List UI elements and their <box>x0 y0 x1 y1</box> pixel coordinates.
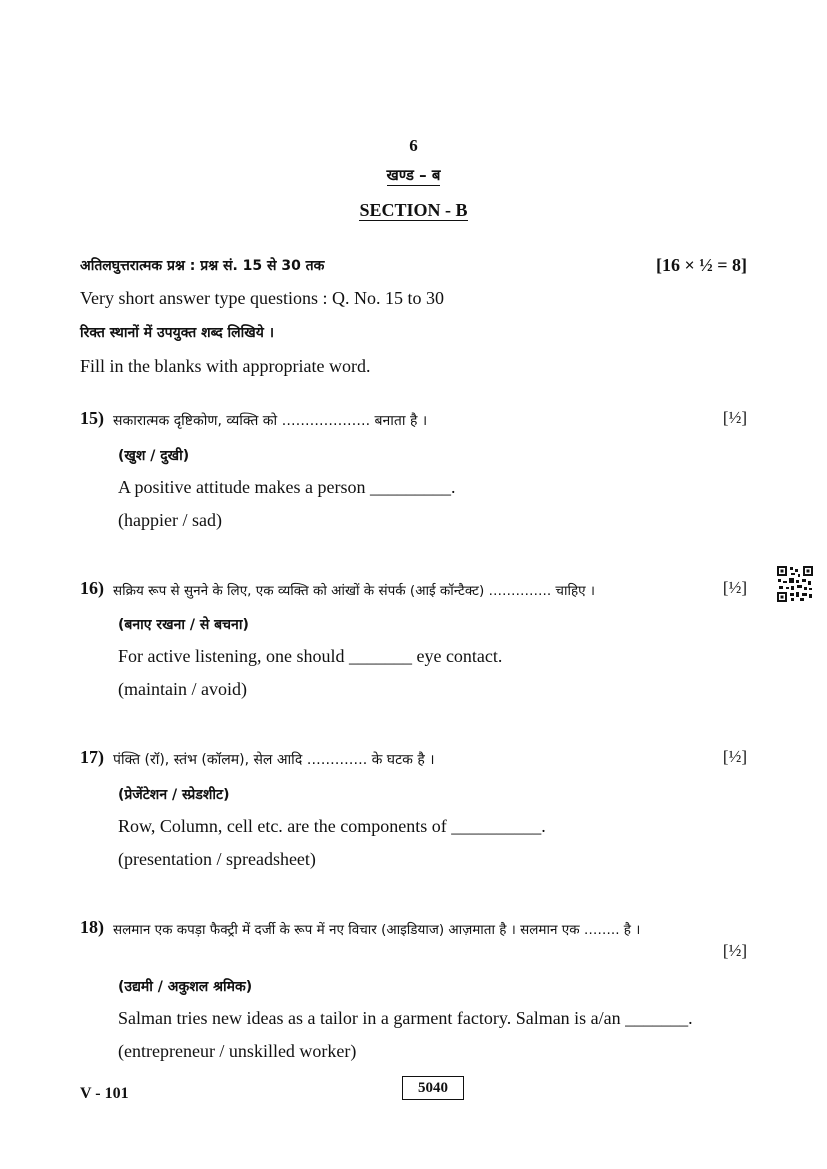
total-marks: [16 × ½ = 8] <box>655 255 747 275</box>
options-hindi: (बनाए रखना / से बचना) <box>118 617 249 633</box>
question-hindi: पंक्ति (रॉ), स्तंभ (कॉलम), सेल आदि …………. के घटक है । <box>113 752 435 768</box>
question-hindi: सक्रिय रूप से सुनने के लिए, एक व्यक्ति को आंखों के संपर्क (आई कॉन्टैक्ट) ………….. चाहिए । <box>113 583 596 599</box>
options-hindi: (खुश / दुखी) <box>118 448 190 464</box>
question-marks: [½] <box>722 578 747 597</box>
question-english: Salman tries new ideas as a tailor in a garment factory. Salman is a/an _______. <box>118 1008 693 1028</box>
instruction-english: Fill in the blanks with appropriate word. <box>80 356 371 376</box>
question-marks: [½] <box>722 941 747 960</box>
question-english: A positive attitude makes a person _________. <box>118 477 456 497</box>
page-number: 6 <box>409 136 418 155</box>
intro-english: Very short answer type questions : Q. No. 15 to 30 <box>80 288 444 308</box>
question-number: 16) <box>80 578 104 598</box>
intro-hindi: अतिलघुत्तरात्मक प्रश्न : प्रश्न सं. 15 से 30 तक <box>80 258 325 274</box>
question-english: Row, Column, cell etc. are the components of __________. <box>118 816 546 836</box>
question-marks: [½] <box>722 747 747 766</box>
question-marks: [½] <box>722 408 747 427</box>
qr-code-icon <box>776 565 814 603</box>
question-number: 18) <box>80 917 104 937</box>
question-hindi: सलमान एक कपड़ा फैक्ट्री में दर्जी के रूप में नए विचार (आइडियाज) आज़माता है । सलमान एक …….. है । <box>113 922 641 938</box>
options-english: (maintain / avoid) <box>118 679 247 699</box>
instruction-hindi: रिक्त स्थानों में उपयुक्त शब्द लिखिये । <box>80 325 275 341</box>
options-english: (presentation / spreadsheet) <box>118 849 316 869</box>
paper-code: V - 101 <box>80 1085 129 1102</box>
options-english: (entrepreneur / unskilled worker) <box>118 1041 357 1061</box>
options-english: (happier / sad) <box>118 510 222 530</box>
page-code-box: 5040 <box>402 1076 464 1100</box>
section-title: SECTION - B <box>359 200 468 220</box>
section-title-hindi: खण्ड – ब <box>386 166 441 184</box>
question-hindi: सकारात्मक दृष्टिकोण, व्यक्ति को ………………. बनाता है । <box>113 413 428 429</box>
question-number: 17) <box>80 747 104 767</box>
options-hindi: (प्रेजेंटेशन / स्प्रेडशीट) <box>118 787 230 803</box>
question-number: 15) <box>80 408 104 428</box>
options-hindi: (उद्यमी / अकुशल श्रमिक) <box>118 979 253 995</box>
question-english: For active listening, one should _______ eye contact. <box>118 646 503 666</box>
